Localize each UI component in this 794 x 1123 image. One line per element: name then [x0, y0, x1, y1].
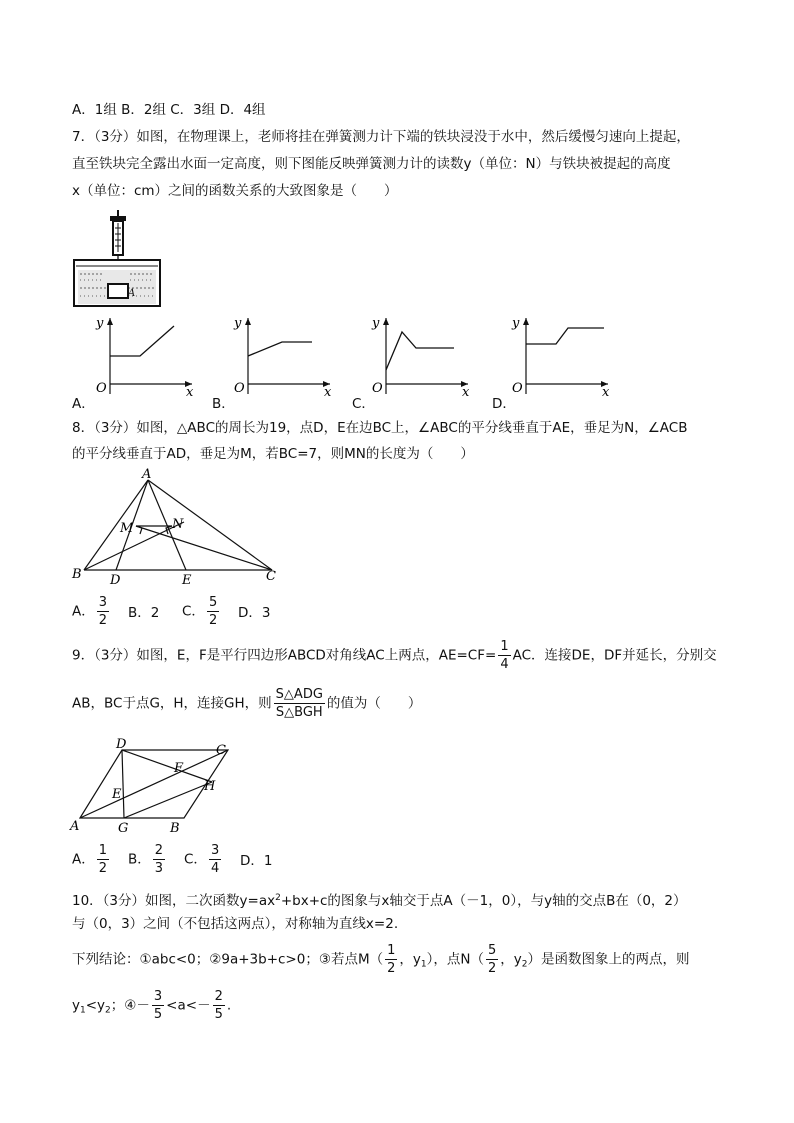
q8-label-e: E — [182, 573, 192, 588]
q8-option-c-num: 5 — [208, 595, 218, 610]
q9-option-a[interactable] — [72, 844, 111, 875]
q10-n-fraction — [486, 944, 498, 975]
graph-c-y-label: y — [372, 316, 380, 331]
q7-option-d[interactable]: D． — [492, 396, 516, 412]
q9-frac-num: 1 — [500, 639, 509, 654]
block-label: A — [128, 288, 136, 299]
q9-text-line2 — [72, 688, 421, 719]
q9-option-b[interactable] — [128, 844, 167, 875]
q9-line1-b: AC．连接DE，DF并延长，分别交 — [512, 647, 717, 664]
q9-area-ratio — [274, 688, 325, 719]
q10-m-fraction — [385, 944, 397, 975]
spring-scale-illustration — [72, 208, 162, 308]
q9-text-line1 — [72, 640, 717, 671]
q7-text-line2: 直至铁块完全露出水面一定高度，则下图能反映弹簧测力计的读数y（单位：N）与铁块被提起的高度 — [72, 156, 671, 172]
q8-option-a-num: 3 — [98, 595, 108, 610]
q8-option-c-fraction — [207, 596, 219, 627]
q10-line3-a: 下列结论：①abc<0；②9a+3b+c>0；③若点M（ — [72, 951, 384, 968]
q10-line4-sub2: 2 — [105, 1005, 111, 1016]
q9-label-c: C — [216, 743, 226, 758]
q10-square: 2 — [275, 893, 281, 903]
q9-line1-a: 9．（3分）如图，E，F是平行四边形ABCD对角线AC上两点，AE=CF= — [72, 647, 497, 664]
q8-label-m: M — [120, 521, 134, 536]
q9-option-a-den: 2 — [98, 861, 108, 876]
graph-a-y-label: y — [96, 316, 104, 331]
q9-label-f: F — [174, 761, 184, 776]
graph-c-origin: O — [372, 381, 383, 396]
q9-option-c-num: 3 — [210, 843, 220, 858]
q9-label-a: A — [70, 819, 80, 834]
graph-a-x-label: x — [186, 385, 194, 400]
q10-text-line2: 与（0，3）之间（不包括这两点），对称轴为直线x=2. — [72, 916, 399, 932]
q9-label-d: D — [116, 738, 127, 752]
q8-option-a[interactable] — [72, 596, 111, 627]
graph-c — [371, 316, 470, 400]
q7-text-line1: 7．（3分）如图，在物理课上，老师将挂在弹簧测力计下端的铁块浸没于水中，然后缓慢匀速向上提起， — [72, 129, 690, 145]
q7-option-a[interactable]: A． — [72, 396, 95, 412]
q10-line3-e: ）是函数图象上的两点，则 — [527, 951, 690, 968]
q8-option-d[interactable]: D．3 — [238, 605, 271, 621]
graph-b-origin: O — [234, 381, 245, 396]
q9-line2-b: 的值为（ ） — [326, 695, 422, 712]
q8-option-b[interactable]: B．2 — [128, 605, 160, 621]
graph-c-x-label: x — [462, 385, 470, 400]
q8-option-c[interactable] — [182, 596, 221, 627]
graph-b-y-label: y — [234, 316, 242, 331]
q8-label-b: B — [72, 567, 82, 582]
q9-option-a-num: 1 — [98, 843, 108, 858]
q8-text-line2: 的平分线垂直于AD，垂足为M，若BC=7，则MN的长度为（ ） — [72, 446, 474, 462]
q9-ratio-den: S△BGH — [275, 705, 323, 720]
q9-label-g: G — [118, 821, 129, 834]
q8-option-a-den: 2 — [98, 613, 108, 628]
q10-sub2: 2 — [521, 959, 528, 970]
q7-text-line3: x（单位：cm）之间的函数关系的大致图象是（ ） — [72, 183, 398, 199]
q9-option-b-fraction — [153, 844, 165, 875]
q9-label-e: E — [112, 787, 122, 802]
q10-n-den: 2 — [487, 961, 497, 976]
q10-f1-den: 5 — [153, 1007, 163, 1022]
q9-option-a-fraction — [97, 844, 109, 875]
q8-label-a: A — [142, 467, 152, 482]
q10-text-line3 — [72, 944, 689, 975]
q9-label-h: H — [204, 779, 216, 794]
q10-line1-b: +bx+c的图象与x轴交于点A（－1，0），与y轴的交点B在（0，2） — [280, 893, 687, 909]
q9-line2-a: AB，BC于点G，H，连接GH，则 — [72, 695, 272, 712]
q10-sub1: 1 — [420, 959, 427, 970]
q9-option-c-prefix: C． — [184, 851, 207, 868]
q10-line4-e: . — [226, 997, 232, 1014]
q10-text-line1 — [72, 888, 687, 911]
q9-option-b-num: 2 — [154, 843, 164, 858]
graph-b-x-label: x — [324, 385, 332, 400]
q8-option-c-den: 2 — [208, 613, 218, 628]
q8-triangle-figure — [66, 466, 286, 590]
q10-line4-sub1: 1 — [80, 1005, 86, 1016]
q8-text-line1: 8．（3分）如图，△ABC的周长为19，点D，E在边BC上，∠ABC的平分线垂直于AE，垂足为N，∠ACB — [72, 420, 688, 436]
graph-d — [511, 316, 610, 400]
q10-line3-c: ），点N（ — [426, 951, 484, 968]
q8-label-c: C — [266, 569, 276, 584]
q8-option-a-fraction — [97, 596, 109, 627]
q10-line1-a: 10．（3分）如图，二次函数y=ax — [72, 893, 276, 909]
q9-option-b-prefix: B． — [128, 851, 151, 868]
q9-label-b: B — [170, 821, 180, 834]
q8-label-d: D — [110, 573, 121, 588]
q10-f2-num: 2 — [214, 989, 223, 1004]
graph-b — [233, 316, 332, 400]
q10-line3-b: ，y — [399, 951, 421, 968]
q10-line4-d: <a<－ — [166, 997, 211, 1014]
graph-a — [95, 316, 194, 400]
q8-label-n: N — [172, 517, 184, 532]
q10-n-num: 5 — [487, 943, 497, 958]
graph-d-x-label: x — [602, 385, 610, 400]
q9-option-c-fraction — [209, 844, 221, 875]
q9-frac-den: 4 — [500, 657, 509, 672]
q9-parallelogram-figure — [66, 738, 246, 834]
q8-option-a-prefix: A． — [72, 603, 95, 620]
graph-d-origin: O — [512, 381, 523, 396]
q8-option-c-prefix: C． — [182, 603, 205, 620]
q9-option-d[interactable]: D．1 — [240, 853, 273, 869]
q10-fraction-3-5 — [152, 990, 164, 1021]
graph-d-y-label: y — [512, 316, 520, 331]
q10-line4-c: ；④－ — [110, 997, 150, 1014]
q9-option-a-prefix: A． — [72, 851, 95, 868]
q10-m-den: 2 — [387, 961, 396, 976]
q9-ratio-num: S△ADG — [275, 687, 323, 702]
q10-f2-den: 5 — [214, 1007, 223, 1022]
q10-m-num: 1 — [387, 943, 396, 958]
q10-fraction-2-5 — [213, 990, 225, 1021]
q10-line4-a: y — [72, 997, 80, 1014]
q10-line3-d: ，y — [500, 951, 522, 968]
q10-f1-num: 3 — [153, 989, 163, 1004]
graph-a-origin: O — [96, 381, 107, 396]
q7-option-c[interactable]: C． — [352, 396, 375, 412]
q9-option-c-den: 4 — [210, 861, 220, 876]
q10-line4-b: <y — [85, 997, 106, 1014]
q9-option-b-den: 3 — [154, 861, 164, 876]
q9-fraction-quarter — [498, 640, 510, 671]
q9-option-c[interactable] — [184, 844, 223, 875]
q10-text-line4 — [72, 990, 231, 1021]
q6-options: A．1组 B．2组 C．3组 D．4组 — [72, 102, 266, 118]
q7-option-b[interactable]: B． — [212, 396, 235, 412]
